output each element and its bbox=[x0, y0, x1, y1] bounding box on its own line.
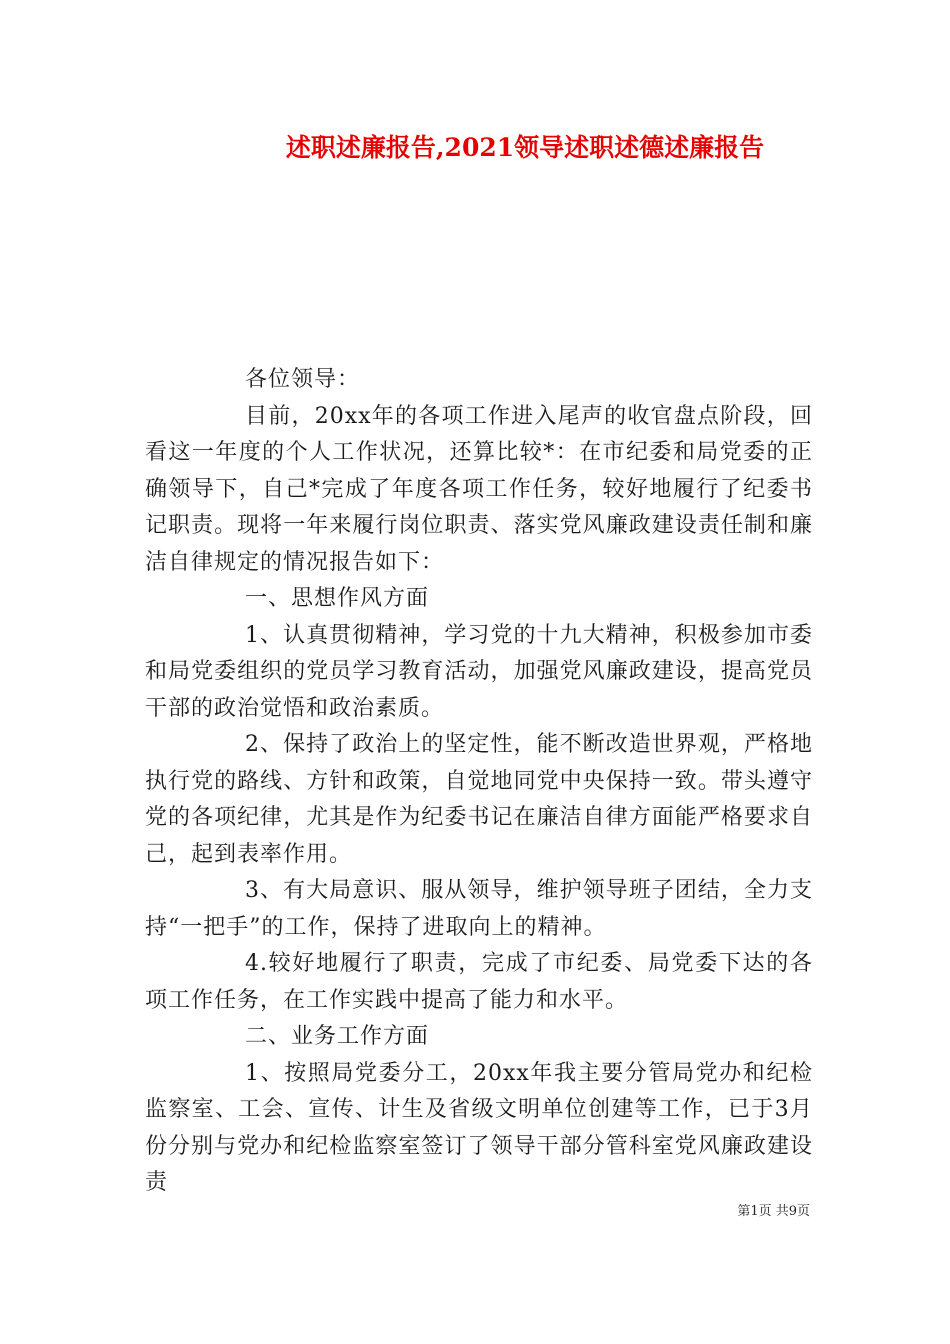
document-title: 述职述廉报告,2021领导述职述德述廉报告 bbox=[285, 133, 765, 162]
document-body bbox=[145, 362, 813, 1202]
paragraph-business-1: 1、按照局党委分工，20xx年我主要分管局党办和纪检监察室、工会、宣传、计生及省级文明单位创建等工作，已于3月份分别与党办和纪检监察室签订了领导干部分管科室党风廉政建设责 bbox=[145, 1060, 813, 1195]
salutation: 各位领导： bbox=[245, 367, 361, 392]
paragraph-item-3: 3、有大局意识、服从领导，维护领导班子团结，全力支持“一把手”的工作，保持了进取向上的精神。 bbox=[145, 878, 813, 940]
page-number: 第1页 共9页 bbox=[737, 1204, 810, 1219]
paragraph-item-2: 2、保持了政治上的坚定性，能不断改造世界观，严格地执行党的路线、方针和政策，自觉地同党中央保持一致。带头遵守党的各项纪律，尤其是作为纪委书记在廉洁自律方面能严格要求自己，起到表率作用。 bbox=[145, 732, 813, 867]
section-heading-business: 二、业务工作方面 bbox=[245, 1024, 430, 1049]
paragraph-intro: 目前，20xx年的各项工作进入尾声的收官盘点阶段，回看这一年度的个人工作状况，还算比较*：在市纪委和局党委的正确领导下，自己*完成了年度各项工作任务，较好地履行了纪委书记职责。现将一年来履行岗位职责、落实党风廉政建设责任制和廉洁自律规定的情况报告如下： bbox=[145, 403, 813, 575]
paragraph-item-1: 1、认真贯彻精神，学习党的十九大精神，积极参加市委和局党委组织的党员学习教育活动，加强党风廉政建设，提高党员干部的政治觉悟和政治素质。 bbox=[145, 622, 813, 721]
section-heading-ideology: 一、思想作风方面 bbox=[245, 586, 430, 611]
paragraph-item-4: 4.较好地履行了职责，完成了市纪委、局党委下达的各项工作任务，在工作实践中提高了能力和水平。 bbox=[145, 951, 813, 1013]
